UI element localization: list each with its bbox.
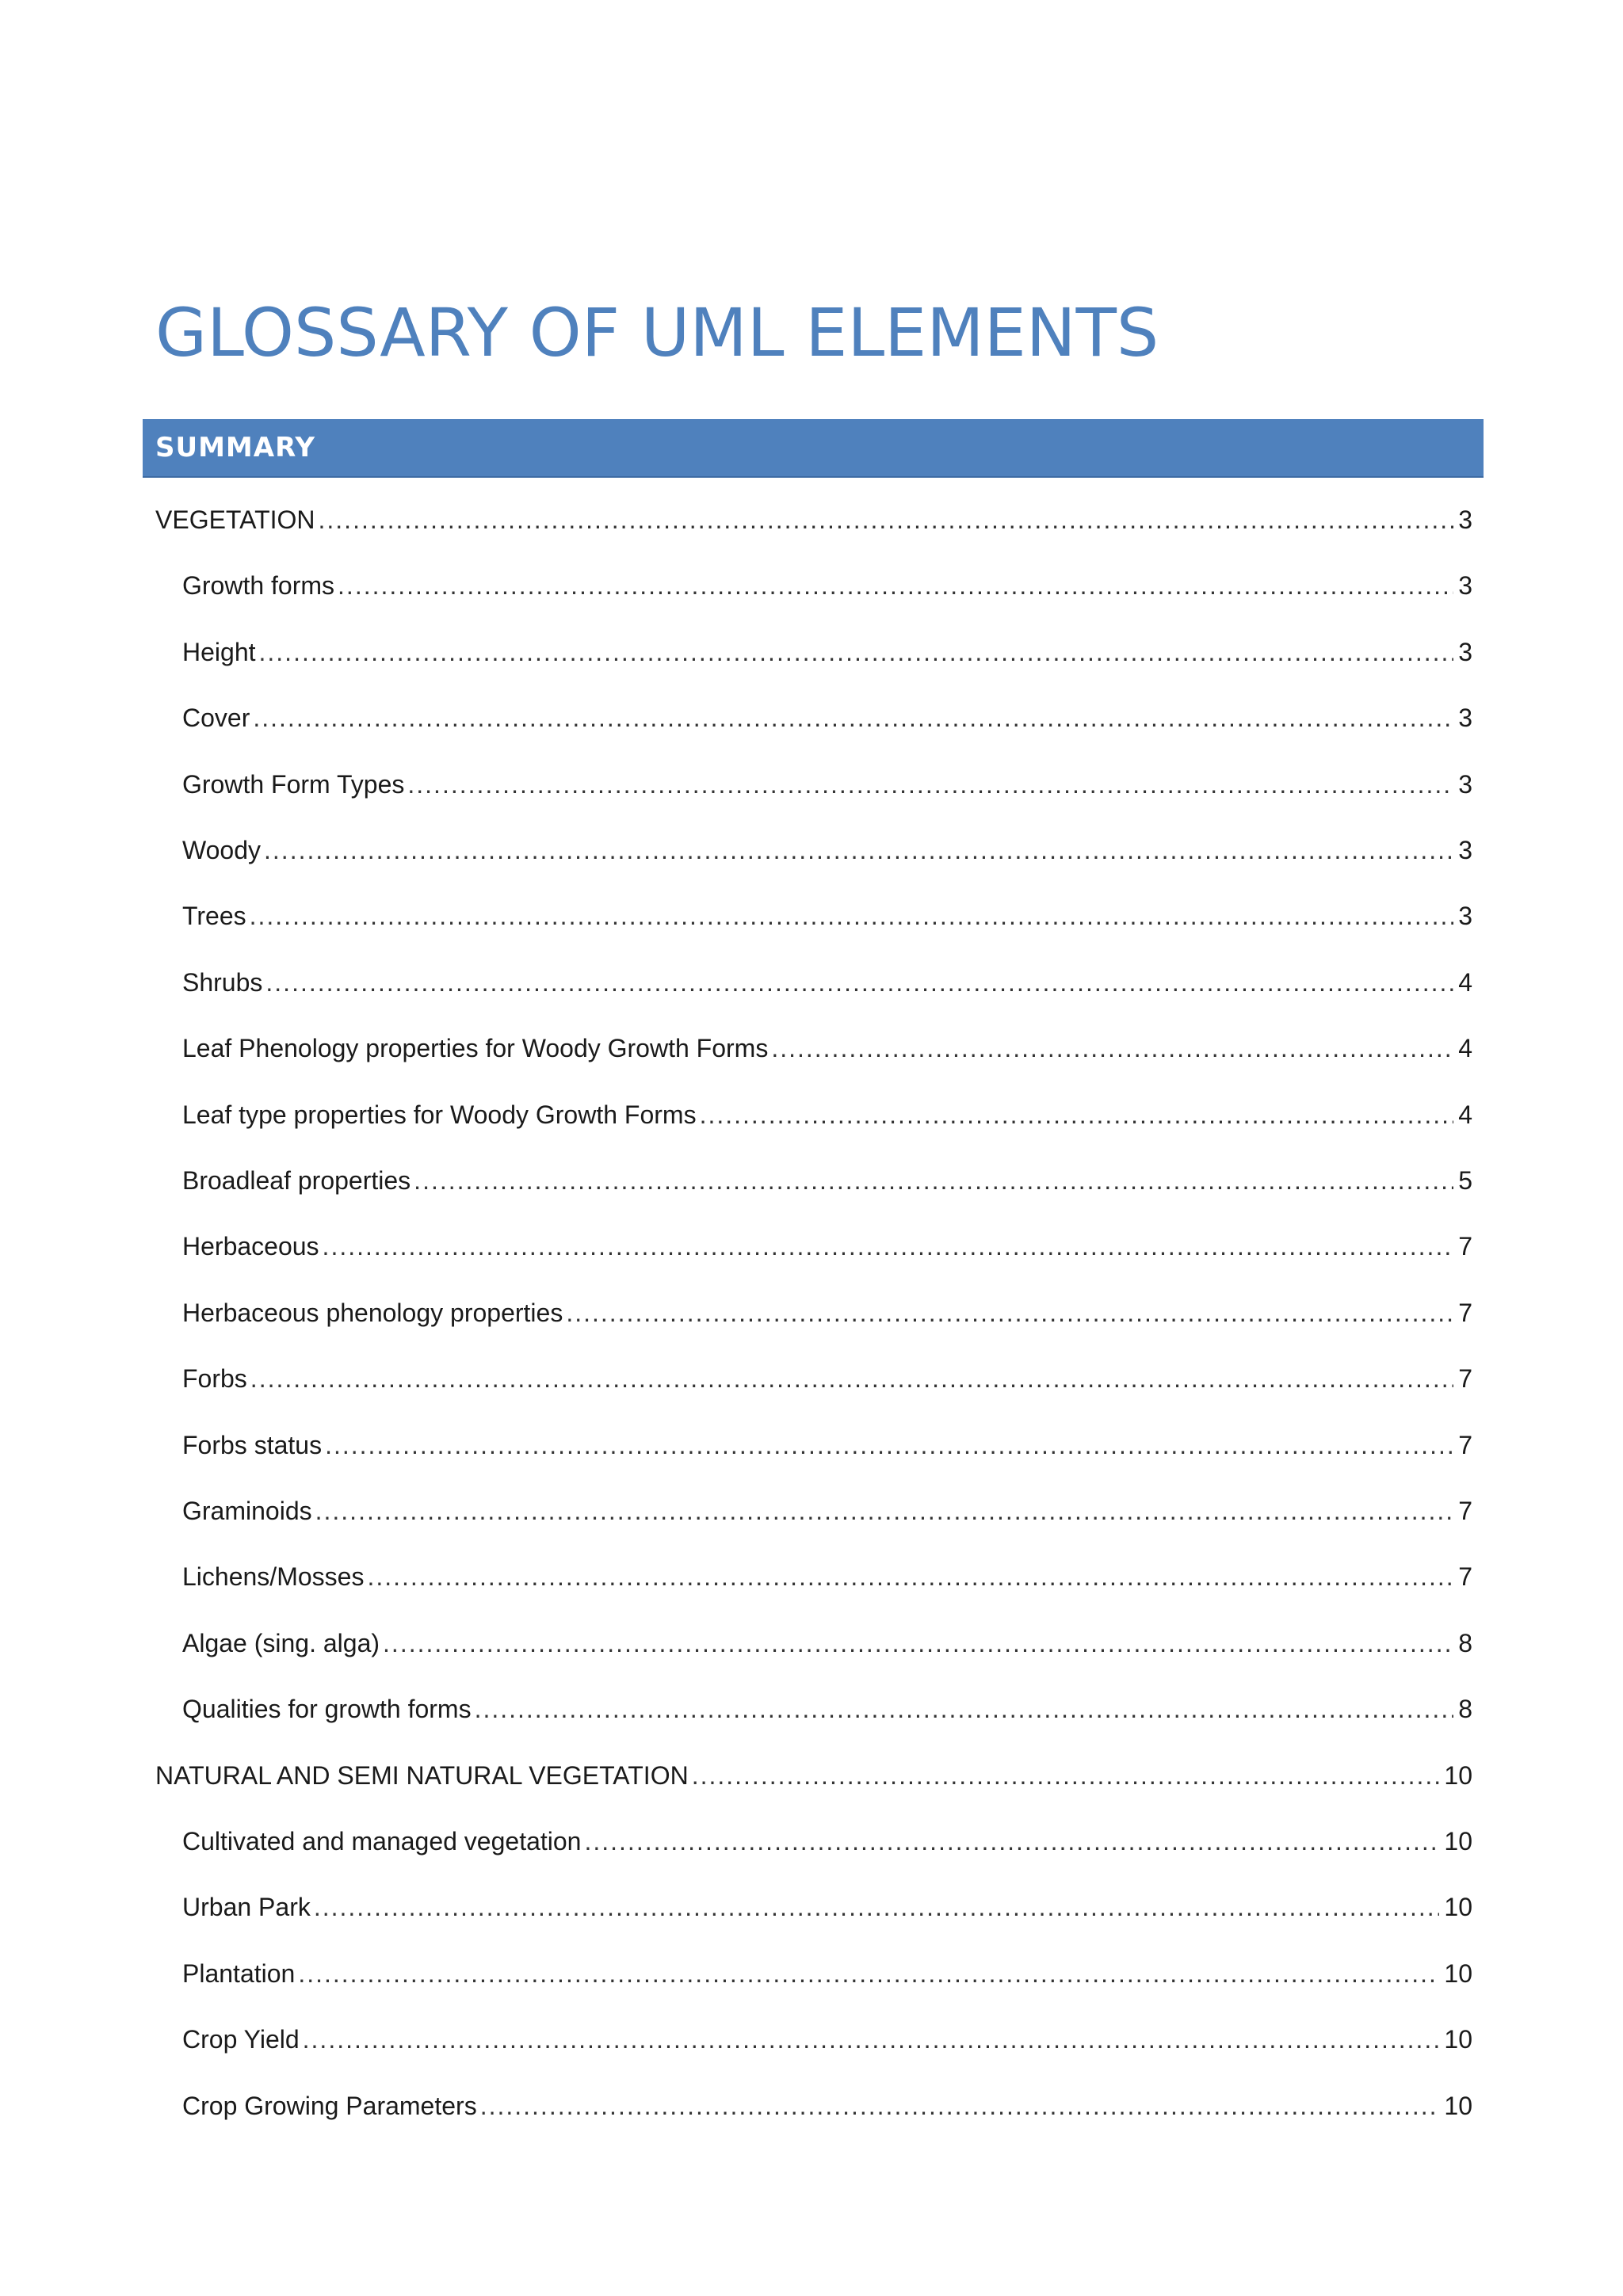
toc-entry[interactable] bbox=[182, 761, 1472, 808]
toc-page-number: 7 bbox=[1458, 1232, 1472, 1261]
toc-dot-leader bbox=[253, 694, 1453, 742]
toc-page-number: 10 bbox=[1444, 1959, 1472, 1988]
toc-dot-leader bbox=[584, 1817, 1439, 1865]
toc-dot-leader bbox=[303, 2016, 1440, 2063]
toc-page-number: 3 bbox=[1458, 704, 1472, 732]
toc-entry-title: Graminoids bbox=[182, 1497, 312, 1525]
toc-entry[interactable] bbox=[182, 562, 1472, 609]
toc-dot-leader bbox=[407, 761, 1453, 808]
toc-page-number: 4 bbox=[1458, 1100, 1472, 1129]
toc-entry[interactable] bbox=[182, 628, 1472, 676]
toc-entry-title: Leaf Phenology properties for Woody Growth Forms bbox=[182, 1034, 769, 1062]
toc-dot-leader bbox=[383, 1619, 1453, 1667]
toc-entry[interactable] bbox=[182, 959, 1472, 1006]
toc-entry[interactable] bbox=[182, 1817, 1472, 1865]
toc-entry-title: Broadleaf properties bbox=[182, 1166, 411, 1195]
toc-entry[interactable] bbox=[155, 1752, 1472, 1799]
toc-page-number: 8 bbox=[1458, 1695, 1472, 1723]
toc-entry[interactable] bbox=[155, 496, 1472, 543]
toc-page-number: 5 bbox=[1458, 1166, 1472, 1195]
toc-dot-leader bbox=[480, 2082, 1440, 2130]
toc-page-number: 3 bbox=[1458, 770, 1472, 799]
toc-dot-leader bbox=[265, 959, 1453, 1006]
summary-heading: SUMMARY bbox=[155, 432, 316, 463]
toc-entry[interactable] bbox=[182, 2016, 1472, 2063]
toc-page-number: 8 bbox=[1458, 1629, 1472, 1657]
toc-dot-leader bbox=[692, 1752, 1440, 1799]
toc-entry[interactable] bbox=[182, 1157, 1472, 1204]
toc-page-number: 7 bbox=[1458, 1431, 1472, 1459]
toc-entry[interactable] bbox=[182, 1355, 1472, 1402]
toc-entry[interactable] bbox=[182, 826, 1472, 874]
toc-entry-title: Herbaceous phenology properties bbox=[182, 1299, 563, 1327]
toc-entry[interactable] bbox=[182, 1950, 1472, 1997]
toc-dot-leader bbox=[338, 562, 1453, 609]
toc-dot-leader bbox=[771, 1024, 1453, 1072]
toc-page-number: 10 bbox=[1444, 1761, 1472, 1790]
toc-entry[interactable] bbox=[182, 2082, 1472, 2130]
toc-entry[interactable] bbox=[182, 1091, 1472, 1138]
toc-entry[interactable] bbox=[182, 1289, 1472, 1337]
toc-dot-leader bbox=[566, 1289, 1453, 1337]
toc-dot-leader bbox=[264, 826, 1453, 874]
toc-entry[interactable] bbox=[182, 694, 1472, 742]
toc-dot-leader bbox=[367, 1553, 1453, 1600]
toc-entry-title: Algae (sing. alga) bbox=[182, 1629, 380, 1657]
toc-entry-title: Cultivated and managed vegetation bbox=[182, 1827, 582, 1855]
toc-entry-title: Crop Yield bbox=[182, 2025, 300, 2054]
toc-entry[interactable] bbox=[182, 1222, 1472, 1270]
toc-page-number: 3 bbox=[1458, 902, 1472, 930]
toc-page-number: 10 bbox=[1444, 2092, 1472, 2120]
toc-entry[interactable] bbox=[182, 1024, 1472, 1072]
toc-entry-title: Crop Growing Parameters bbox=[182, 2092, 477, 2120]
toc-entry-title: VEGETATION bbox=[155, 505, 315, 534]
toc-page-number: 7 bbox=[1458, 1299, 1472, 1327]
toc-entry[interactable] bbox=[182, 1685, 1472, 1733]
toc-dot-leader bbox=[475, 1685, 1454, 1733]
toc-page-number: 7 bbox=[1458, 1562, 1472, 1591]
toc-page-number: 3 bbox=[1458, 571, 1472, 600]
toc-page-number: 10 bbox=[1444, 1893, 1472, 1921]
toc-page-number: 7 bbox=[1458, 1497, 1472, 1525]
toc-entry[interactable] bbox=[182, 1421, 1472, 1469]
toc-dot-leader bbox=[315, 1487, 1454, 1535]
toc-page-number: 10 bbox=[1444, 2025, 1472, 2054]
toc-entry[interactable] bbox=[182, 1619, 1472, 1667]
toc-entry-title: Growth Form Types bbox=[182, 770, 405, 799]
toc-dot-leader bbox=[319, 496, 1454, 543]
toc-entry-title: Height bbox=[182, 638, 256, 666]
toc-entry-title: Forbs bbox=[182, 1364, 247, 1393]
toc-dot-leader bbox=[250, 892, 1454, 940]
toc-entry-title: Leaf type properties for Woody Growth Forms bbox=[182, 1100, 697, 1129]
toc-page-number: 10 bbox=[1444, 1827, 1472, 1855]
toc-entry-title: Forbs status bbox=[182, 1431, 323, 1459]
toc-entry[interactable] bbox=[182, 1553, 1472, 1600]
toc-dot-leader bbox=[314, 1883, 1440, 1931]
toc-entry-title: Qualities for growth forms bbox=[182, 1695, 472, 1723]
toc-dot-leader bbox=[259, 628, 1454, 676]
toc-page-number: 3 bbox=[1458, 638, 1472, 666]
toc-page-number: 4 bbox=[1458, 968, 1472, 997]
toc-dot-leader bbox=[414, 1157, 1453, 1204]
toc-entry-title: NATURAL AND SEMI NATURAL VEGETATION bbox=[155, 1761, 689, 1790]
toc-dot-leader bbox=[700, 1091, 1454, 1138]
toc-entry-title: Growth forms bbox=[182, 571, 335, 600]
toc-entry-title: Lichens/Mosses bbox=[182, 1562, 365, 1591]
toc-entry-title: Urban Park bbox=[182, 1893, 311, 1921]
toc-entry-title: Plantation bbox=[182, 1959, 296, 1988]
toc-dot-leader bbox=[325, 1421, 1453, 1469]
toc-entry-title: Cover bbox=[182, 704, 250, 732]
page-title: GLOSSARY OF UML ELEMENTS bbox=[155, 294, 1159, 372]
toc-dot-leader bbox=[250, 1355, 1453, 1402]
toc-entry-title: Herbaceous bbox=[182, 1232, 319, 1261]
toc-entry-title: Woody bbox=[182, 836, 262, 864]
toc-entry[interactable] bbox=[182, 1883, 1472, 1931]
toc-dot-leader bbox=[298, 1950, 1439, 1997]
toc-page-number: 3 bbox=[1458, 505, 1472, 534]
toc-page-number: 7 bbox=[1458, 1364, 1472, 1393]
toc-entry-title: Trees bbox=[182, 902, 246, 930]
toc-entry[interactable] bbox=[182, 1487, 1472, 1535]
toc-dot-leader bbox=[323, 1222, 1454, 1270]
toc-page-number: 3 bbox=[1458, 836, 1472, 864]
toc-page-number: 4 bbox=[1458, 1034, 1472, 1062]
toc-entry[interactable] bbox=[182, 892, 1472, 940]
toc-entry-title: Shrubs bbox=[182, 968, 263, 997]
